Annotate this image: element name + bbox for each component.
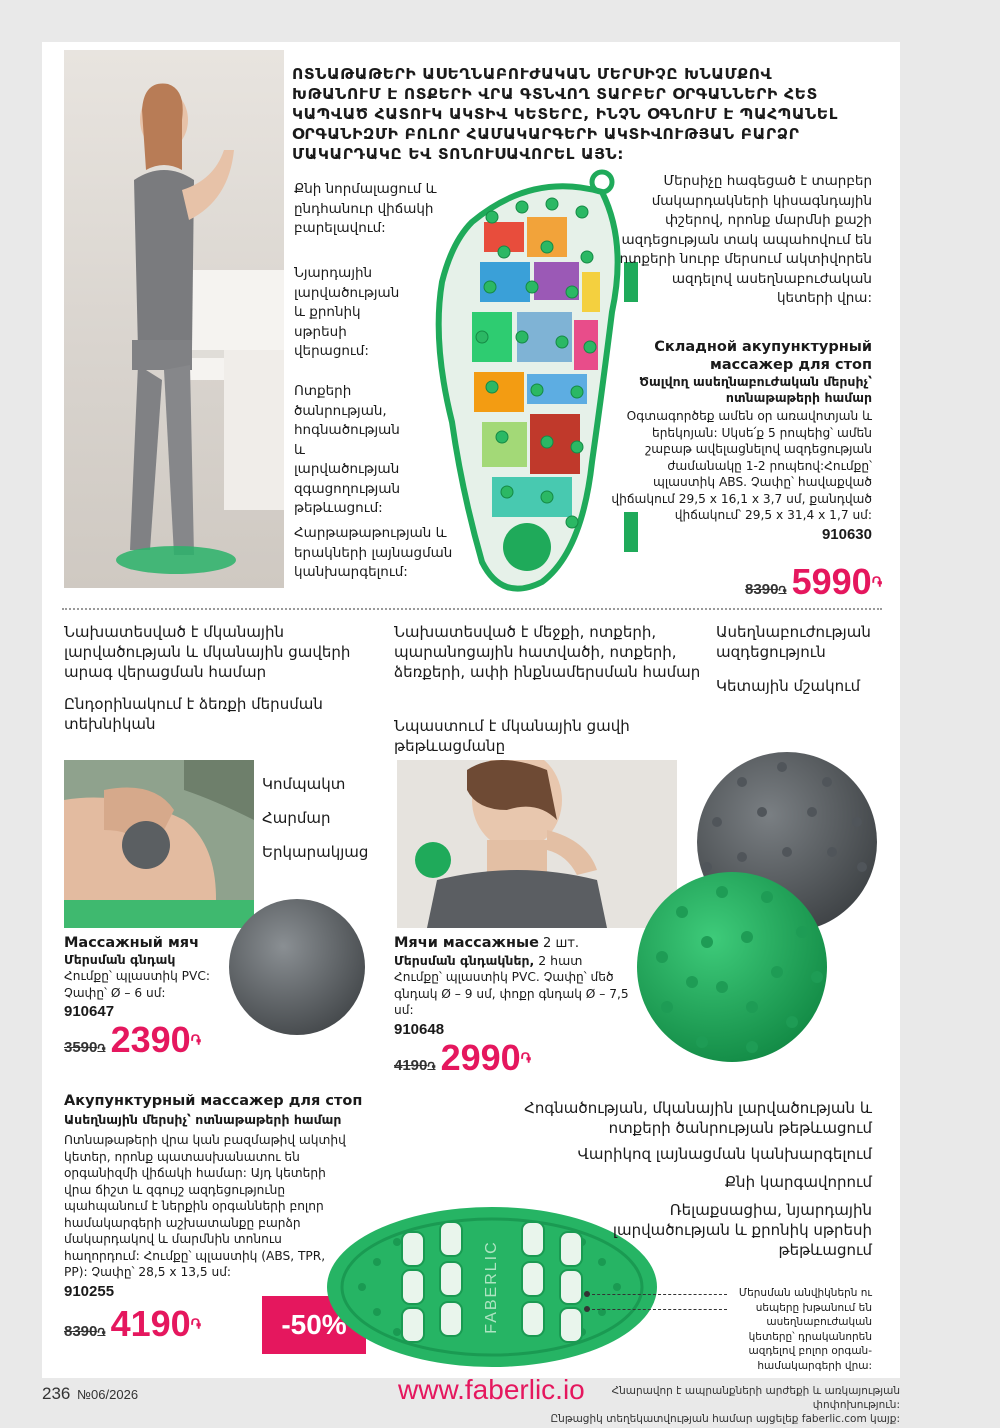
mid-col2-text2: Նպաստում է մկանային ցավի թեթևացմանը bbox=[394, 717, 630, 755]
product-name-hy: Ասեղնային մերսիչ՝ ոտնաթաթերի համար bbox=[64, 1112, 342, 1127]
acu-benefit-3: Քնի կարգավորում bbox=[724, 1173, 872, 1191]
product-name-ru: Акупунктурный массажер для стоп bbox=[64, 1093, 363, 1109]
product-description: Ոտնաթաթերի վրա կան բազմաթիվ ակտիվ կետեր, որոնք պատասխանատու են օրգանիզմի վիճակի համար: Այդ կետերի վրա ճիշտ և զգույշ ազդեցությունը պահպանում է ներքին օրգանների բոլոր համակարգերի աշխատանքը բարձր մակարդակով և մարմնին տոնուս հաղորդում: Հումքը՝ պլաստիկ (ABS, TPR, PP): Չափը՝ 28,5 x 13,5 սմ: bbox=[64, 1133, 346, 1279]
faberlic-brand-mark: FABERLIC bbox=[483, 1240, 501, 1334]
product-name-ru: Складной акупунктурный массажер для стоп bbox=[654, 339, 872, 373]
footer-page-number bbox=[42, 1384, 138, 1404]
product-code: 910647 bbox=[64, 1003, 115, 1020]
product-description: Հումքը՝ պլաստիկ PVC: Չափը՝ Ø – 6 սմ: bbox=[64, 969, 210, 1000]
balls-price-block bbox=[394, 1038, 531, 1078]
mid-col1-text2: Ընդօրինակում է ձեռքի մերսման տեխնիկան bbox=[64, 695, 323, 733]
spiky-massage-balls-image bbox=[622, 742, 892, 1072]
acu-benefit-1: Հոգնածության, մկանային լարվածության և ոտքերի ծանրության թեթևացում bbox=[524, 1099, 872, 1137]
foot-benefit-4: Հարթաթաթության և երակների լայնացման կանխարգելում: bbox=[294, 525, 453, 580]
section-divider bbox=[62, 608, 882, 610]
callout-line bbox=[587, 1309, 727, 1310]
foldable-product-info bbox=[602, 338, 872, 543]
old-price: 8390֏ bbox=[745, 581, 787, 598]
foot-benefit-3: Ոտքերի ծանրության, հոգնածության և լարվածության զգացողության թեթևացում: bbox=[294, 383, 401, 516]
callout-dot bbox=[584, 1291, 590, 1297]
ball-product-info bbox=[64, 934, 264, 1020]
foot-benefit-2: Նյարդային լարվածության և քրոնիկ սթրեսի վերացում: bbox=[294, 265, 400, 359]
acu-product-info bbox=[64, 1092, 364, 1300]
product-name-ru-line bbox=[394, 934, 634, 953]
catalog-page bbox=[42, 42, 900, 1378]
acu-callout-text: Մերսման անվիկներն ու սեպերը խթանում են ասեղնաբուժական կետերը՝ դրականորեն ազդելով բոլոր օրգան-համակարգերի վրա: bbox=[738, 1287, 872, 1372]
old-price: 8390֏ bbox=[64, 1323, 106, 1340]
issue-number: №06/2026 bbox=[77, 1387, 139, 1402]
page-number: 236 bbox=[42, 1384, 71, 1403]
product-description: Օգտագործեք ամեն օր առավոտյան և երեկոյան: Սկսե՛ք 5 րոպեից՝ ամեն շաբաթ ավելացնելով ազդեցության ժամանակը 1-2 րոպեով:Հումքը՝ պլաստիկ ABS. Չափը՝ հավաքված վիճակում 29,5 x 16,1 x 3,7 սմ, քանդված վիճակում՝ 29,5 x 31,4 x 1,7 սմ: bbox=[611, 409, 872, 522]
ball-feature-2: Հարմար bbox=[262, 809, 331, 827]
current-price: 2390֏ bbox=[110, 1019, 201, 1060]
discount-text: -50% bbox=[281, 1309, 347, 1340]
foot-side-text: Մերսիչը հագեցած է տարբեր մակարդակների կիսագնդային փշերով, որոնք մարմնի քաշի ազդեցության տակ ապահովում են ոտքերի նուրբ մերսում ակտիվորեն ազդելով ասեղնաբուժական կետերի վրա: bbox=[619, 173, 872, 306]
product-code: 910630 bbox=[821, 525, 872, 543]
mid-col3-text1: Ասեղնաբուժության ազդեցություն bbox=[716, 623, 871, 661]
woman-standing-photo bbox=[64, 50, 284, 588]
mid-col1-text1: Նախատեսված է մկանային լարվածության և մկանային ցավերի արագ վերացման համար bbox=[64, 623, 351, 681]
current-price: 2990֏ bbox=[440, 1037, 531, 1078]
acu-benefit-2: Վարիկոզ լայնացման կանխարգելում bbox=[577, 1145, 872, 1163]
product-name-ru: Массажный мяч bbox=[64, 935, 200, 951]
product-description: Հումքը՝ պլաստիկ PVC. Չափը՝ մեծ գնդակ Ø – 9 սմ, փոքր գնդակ Ø – 7,5 սմ: bbox=[394, 970, 629, 1017]
callout-line bbox=[587, 1294, 727, 1295]
acu-benefit-4: Ռելաքսացիա, նյարդային լարվածության և քրոնիկ սթրեսի թեթևացում bbox=[612, 1201, 872, 1259]
foot-benefit-1: Քնի նորմալացում և ընդհանուր վիճակի բարելավում: bbox=[294, 181, 437, 236]
disclaimer-line-1: Հնարավոր է ապրանքների արժեքի և առկայության փոփոխություն: bbox=[611, 1385, 900, 1411]
product-name-ru: Мячи массажные bbox=[394, 935, 539, 951]
product-qty-hy: 2 հատ bbox=[534, 953, 583, 968]
footer-disclaimer bbox=[540, 1384, 900, 1426]
balls-product-info bbox=[394, 934, 634, 1038]
product-code: 910648 bbox=[394, 1020, 445, 1038]
acu-price-block bbox=[64, 1304, 201, 1344]
product-qty-ru: 2 шт. bbox=[538, 936, 580, 951]
ball-feature-1: Կոմպակտ bbox=[262, 775, 346, 793]
product-name-hy-line bbox=[394, 953, 634, 969]
callout-dot bbox=[584, 1306, 590, 1312]
mid-col2-text1: Նախատեսված է մեջքի, ոտքերի, պարանոցային հատվածի, ոտքերի, ձեռքերի, ափի ինքնամերսման համար bbox=[394, 623, 701, 681]
old-price: 3590֏ bbox=[64, 1039, 106, 1056]
product-name-hy: Մերսման գնդակներ, bbox=[394, 953, 535, 968]
current-price: 5990֏ bbox=[791, 561, 882, 602]
current-price: 4190֏ bbox=[110, 1303, 201, 1344]
ball-price-block bbox=[64, 1020, 201, 1060]
old-price: 4190֏ bbox=[394, 1057, 436, 1074]
footer-watermark[interactable]: www.faberlic.io bbox=[398, 1374, 585, 1405]
product-code: 910255 bbox=[64, 1282, 115, 1300]
foldable-price-block bbox=[692, 562, 882, 602]
headline: ՈՏՆԱԹԱԹԵՐԻ ԱՍԵՂՆԱԲՈՒԺԱԿԱՆ ՄԵՐՍԻՉԸ ԽՆԱՄՔՈՎ ԽԹԱՆՈՒՄ Է ՈՏՔԵՐԻ ՎՐԱ ԳՏՆՎՈՂ ՏԱՐԲԵՐ ՕՐԳԱՆՆԵՐԻ ՀԵՏ ԿԱՊՎԱԾ ՀԱՏՈՒԿ ԱԿՏԻՎ ԿԵՏԵՐԸ, ԻՆՉՆ ՕԳՆՈՒՄ Է ՊԱՀՊԱՆԵԼ ՕՐԳԱՆԻԶՄԻ ԲՈԼՈՐ ՀԱՄԱԿԱՐԳԵՐԻ ԱԿՏԻՎՈՒԹՅԱՆ ԲԱՐՁՐ ՄԱԿԱՐԴԱԿԸ ԵՎ ՏՈՆՈՒՍԱՎՈՐԵԼ ԱՅՆ: bbox=[292, 65, 838, 163]
ball-feature-3: Երկարակյաց bbox=[262, 843, 369, 861]
product-name-hy: Մերսման գնդակ bbox=[64, 952, 176, 967]
disclaimer-line-2: Ընթացիկ տեղեկատվության համար այցելեք faberlic.com կայք: bbox=[550, 1413, 900, 1425]
mid-col3-text2: Կետային մշակում bbox=[716, 677, 861, 695]
product-name-hy: Ծալվող ասեղնաբուժական մերսիչ՝ ոտնաթաթերի համար bbox=[639, 374, 872, 405]
